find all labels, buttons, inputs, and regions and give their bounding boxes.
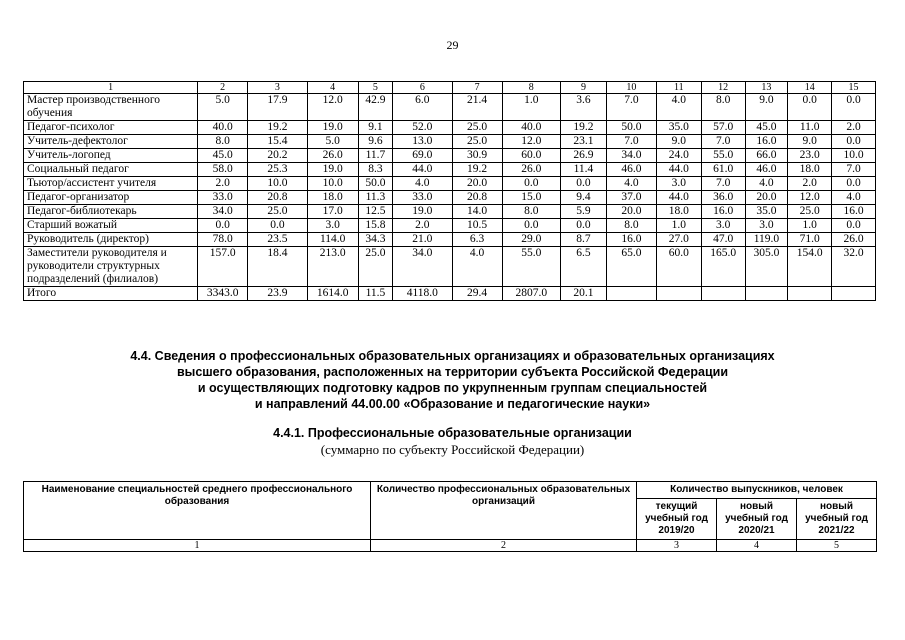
table-cell: 8.3 xyxy=(358,163,392,177)
table-cell: 9.0 xyxy=(656,135,701,149)
subsection-title: 4.4.1. Профессиональные образовательные организации xyxy=(273,426,632,440)
table-cell: 3343.0 xyxy=(198,287,248,301)
year-header-2: новый учебный год 2020/21 xyxy=(717,499,797,540)
table-cell: 50.0 xyxy=(606,121,656,135)
table-cell: 52.0 xyxy=(393,121,452,135)
table-cell: 20.1 xyxy=(561,287,607,301)
table-cell: 19.2 xyxy=(561,121,607,135)
table-cell: 0.0 xyxy=(248,219,307,233)
table-cell: 61.0 xyxy=(701,163,745,177)
table-row xyxy=(24,205,876,219)
table-cell: 37.0 xyxy=(606,191,656,205)
table-cell: 12.0 xyxy=(502,135,560,149)
table-row xyxy=(24,247,876,287)
table-cell: 0.0 xyxy=(502,219,560,233)
table-cell: 29.4 xyxy=(452,287,502,301)
table-cell: 4.0 xyxy=(452,247,502,287)
row-label: Заместители руководителя и руководители структурных подразделений (филиалов) xyxy=(24,247,198,287)
table-cell: 40.0 xyxy=(502,121,560,135)
table-cell: 18.4 xyxy=(248,247,307,287)
table-row xyxy=(24,233,876,247)
table-cell: 25.0 xyxy=(452,135,502,149)
table-cell: 2.0 xyxy=(198,177,248,191)
table-cell: 69.0 xyxy=(393,149,452,163)
table-cell: 15.8 xyxy=(358,219,392,233)
table-cell: 35.0 xyxy=(745,205,788,219)
col-graduates-header: Количество выпускников, человек xyxy=(637,482,877,499)
table-cell: 0.0 xyxy=(502,177,560,191)
table-cell: 18.0 xyxy=(788,163,832,177)
column-number: 2 xyxy=(198,82,248,94)
table-cell: 29.0 xyxy=(502,233,560,247)
table-cell: 26.0 xyxy=(502,163,560,177)
table-cell: 2.0 xyxy=(832,121,876,135)
table-row xyxy=(24,94,876,121)
table-cell: 71.0 xyxy=(788,233,832,247)
column-number: 14 xyxy=(788,82,832,94)
section-heading-line-4: и направлений 44.00.00 «Образование и педагогические науки» xyxy=(254,397,651,411)
table-cell: 25.0 xyxy=(358,247,392,287)
education-orgs-table xyxy=(23,481,877,552)
table-row xyxy=(24,177,876,191)
table-cell: 19.0 xyxy=(393,205,452,219)
table-cell: 165.0 xyxy=(701,247,745,287)
table-cell: 6.3 xyxy=(452,233,502,247)
table-cell: 9.1 xyxy=(358,121,392,135)
table-cell: 0.0 xyxy=(561,177,607,191)
table-cell: 11.0 xyxy=(788,121,832,135)
table-cell: 18.0 xyxy=(307,191,358,205)
table-cell: 35.0 xyxy=(656,121,701,135)
table-cell: 45.0 xyxy=(745,121,788,135)
table-cell: 46.0 xyxy=(745,163,788,177)
row-label: Учитель-дефектолог xyxy=(24,135,198,149)
table-cell: 11.3 xyxy=(358,191,392,205)
table-cell: 19.0 xyxy=(307,163,358,177)
table-cell: 3.0 xyxy=(307,219,358,233)
table-cell: 20.0 xyxy=(745,191,788,205)
table-cell: 15.0 xyxy=(502,191,560,205)
table-cell: 45.0 xyxy=(198,149,248,163)
table-cell: 119.0 xyxy=(745,233,788,247)
column-number: 10 xyxy=(606,82,656,94)
table-cell: 8.0 xyxy=(701,94,745,121)
table-cell: 55.0 xyxy=(502,247,560,287)
table-cell xyxy=(745,287,788,301)
page-number: 29 xyxy=(446,38,459,52)
table-cell: 34.3 xyxy=(358,233,392,247)
table-cell: 15.4 xyxy=(248,135,307,149)
table-cell: 23.9 xyxy=(248,287,307,301)
table-cell xyxy=(788,287,832,301)
staff-table xyxy=(23,81,876,301)
table-cell: 0.0 xyxy=(788,94,832,121)
table-cell: 5.9 xyxy=(561,205,607,219)
table-cell: 10.0 xyxy=(832,149,876,163)
table-cell: 7.0 xyxy=(701,135,745,149)
table-row xyxy=(24,121,876,135)
table-cell: 3.0 xyxy=(701,219,745,233)
section-heading-line-1: 4.4. Сведения о профессиональных образовательных организациях и образовательных организациях xyxy=(130,349,775,363)
table-cell: 50.0 xyxy=(358,177,392,191)
table-cell: 1.0 xyxy=(788,219,832,233)
table-cell: 58.0 xyxy=(198,163,248,177)
table-cell: 1.0 xyxy=(502,94,560,121)
table-cell: 0.0 xyxy=(198,219,248,233)
table-cell: 213.0 xyxy=(307,247,358,287)
table-cell: 2.0 xyxy=(788,177,832,191)
table-row xyxy=(24,163,876,177)
table-cell: 0.0 xyxy=(832,135,876,149)
table-cell: 30.9 xyxy=(452,149,502,163)
table-cell: 42.9 xyxy=(358,94,392,121)
table-cell: 12.5 xyxy=(358,205,392,219)
table-cell: 8.0 xyxy=(606,219,656,233)
column-number: 15 xyxy=(832,82,876,94)
col-number: 4 xyxy=(717,540,797,552)
table-cell: 3.0 xyxy=(745,219,788,233)
table-cell xyxy=(832,287,876,301)
column-number: 1 xyxy=(24,82,198,94)
table-cell xyxy=(656,287,701,301)
table-cell: 4.0 xyxy=(606,177,656,191)
table-cell: 33.0 xyxy=(393,191,452,205)
row-label: Педагог-организатор xyxy=(24,191,198,205)
col-orgs-count-header: Количество профессиональных образовательных организаций xyxy=(371,482,637,540)
table-cell: 0.0 xyxy=(561,219,607,233)
table-cell: 6.0 xyxy=(393,94,452,121)
table-cell xyxy=(606,287,656,301)
table-cell: 17.0 xyxy=(307,205,358,219)
column-number: 7 xyxy=(452,82,502,94)
table-cell: 7.0 xyxy=(832,163,876,177)
table-cell: 11.7 xyxy=(358,149,392,163)
table-cell: 16.0 xyxy=(745,135,788,149)
table-cell: 20.8 xyxy=(452,191,502,205)
table-cell: 65.0 xyxy=(606,247,656,287)
table-cell: 26.0 xyxy=(832,233,876,247)
table-cell: 3.6 xyxy=(561,94,607,121)
table-cell: 11.5 xyxy=(358,287,392,301)
table-cell: 10.0 xyxy=(248,177,307,191)
table-cell: 25.0 xyxy=(248,205,307,219)
table-cell: 9.4 xyxy=(561,191,607,205)
column-number: 3 xyxy=(248,82,307,94)
table-cell: 16.0 xyxy=(606,233,656,247)
column-number: 13 xyxy=(745,82,788,94)
table-row xyxy=(24,135,876,149)
row-label: Социальный педагог xyxy=(24,163,198,177)
table-cell: 18.0 xyxy=(656,205,701,219)
table-cell: 4118.0 xyxy=(393,287,452,301)
table-cell: 57.0 xyxy=(701,121,745,135)
year-header-3: новый учебный год 2021/22 xyxy=(797,499,877,540)
table-cell: 34.0 xyxy=(606,149,656,163)
table-cell: 2.0 xyxy=(393,219,452,233)
table-cell: 44.0 xyxy=(656,191,701,205)
table-row xyxy=(24,287,876,301)
table-cell: 7.0 xyxy=(606,135,656,149)
table-row xyxy=(24,219,876,233)
table-cell: 5.0 xyxy=(198,94,248,121)
table-cell: 33.0 xyxy=(198,191,248,205)
row-label: Педагог-библиотекарь xyxy=(24,205,198,219)
table-cell: 34.0 xyxy=(198,205,248,219)
table-cell: 19.2 xyxy=(248,121,307,135)
table-cell: 60.0 xyxy=(502,149,560,163)
table-cell: 20.0 xyxy=(452,177,502,191)
col-specialty-header: Наименование специальностей среднего профессионального образования xyxy=(24,482,371,540)
table-cell: 7.0 xyxy=(701,177,745,191)
table-cell: 55.0 xyxy=(701,149,745,163)
column-number: 6 xyxy=(393,82,452,94)
table-cell: 4.0 xyxy=(393,177,452,191)
table-cell: 8.0 xyxy=(502,205,560,219)
section-heading-line-3: и осуществляющих подготовку кадров по укрупненным группам специальностей xyxy=(197,381,708,395)
table-cell: 25.3 xyxy=(248,163,307,177)
table-cell: 11.4 xyxy=(561,163,607,177)
table-cell: 8.7 xyxy=(561,233,607,247)
row-label: Тьютор/ассистент учителя xyxy=(24,177,198,191)
table-cell: 32.0 xyxy=(832,247,876,287)
table-cell: 3.0 xyxy=(656,177,701,191)
table-cell: 0.0 xyxy=(832,94,876,121)
table-cell: 19.2 xyxy=(452,163,502,177)
table-cell: 20.2 xyxy=(248,149,307,163)
table-cell: 8.0 xyxy=(198,135,248,149)
table-cell: 46.0 xyxy=(606,163,656,177)
table-cell: 1.0 xyxy=(656,219,701,233)
table-cell: 26.0 xyxy=(307,149,358,163)
table-cell: 34.0 xyxy=(393,247,452,287)
table-cell: 9.6 xyxy=(358,135,392,149)
table-cell: 0.0 xyxy=(832,177,876,191)
table-cell: 7.0 xyxy=(606,94,656,121)
column-number: 5 xyxy=(358,82,392,94)
table-cell: 6.5 xyxy=(561,247,607,287)
table-header-row xyxy=(24,82,876,94)
section-heading-line-2: высшего образования, расположенных на территории субъекта Российской Федерации xyxy=(176,365,729,379)
table-cell: 17.9 xyxy=(248,94,307,121)
table-cell: 16.0 xyxy=(701,205,745,219)
table-cell: 23.1 xyxy=(561,135,607,149)
table-cell: 16.0 xyxy=(832,205,876,219)
table-cell: 24.0 xyxy=(656,149,701,163)
column-number: 4 xyxy=(307,82,358,94)
table-cell: 25.0 xyxy=(452,121,502,135)
table-cell: 36.0 xyxy=(701,191,745,205)
column-number: 9 xyxy=(561,82,607,94)
table-cell: 19.0 xyxy=(307,121,358,135)
table-cell: 44.0 xyxy=(393,163,452,177)
table-cell: 25.0 xyxy=(788,205,832,219)
table-cell: 12.0 xyxy=(788,191,832,205)
table-cell: 4.0 xyxy=(745,177,788,191)
table-cell: 66.0 xyxy=(745,149,788,163)
table-row xyxy=(24,149,876,163)
subsection-subtitle: (суммарно по субъекту Российской Федерации) xyxy=(320,442,585,457)
table-cell: 23.0 xyxy=(788,149,832,163)
table-cell: 154.0 xyxy=(788,247,832,287)
table-cell: 40.0 xyxy=(198,121,248,135)
row-label: Руководитель (директор) xyxy=(24,233,198,247)
table-cell: 2807.0 xyxy=(502,287,560,301)
column-number: 12 xyxy=(701,82,745,94)
table-cell: 21.4 xyxy=(452,94,502,121)
table-cell: 21.0 xyxy=(393,233,452,247)
table-cell: 305.0 xyxy=(745,247,788,287)
table-cell: 157.0 xyxy=(198,247,248,287)
table-cell: 114.0 xyxy=(307,233,358,247)
table-cell: 14.0 xyxy=(452,205,502,219)
table-cell: 27.0 xyxy=(656,233,701,247)
table-cell: 26.9 xyxy=(561,149,607,163)
table-cell: 12.0 xyxy=(307,94,358,121)
table-cell xyxy=(701,287,745,301)
table-cell: 1614.0 xyxy=(307,287,358,301)
table-cell: 9.0 xyxy=(788,135,832,149)
table-cell: 4.0 xyxy=(656,94,701,121)
table-cell: 10.0 xyxy=(307,177,358,191)
table-cell: 44.0 xyxy=(656,163,701,177)
table-cell: 10.5 xyxy=(452,219,502,233)
col-number: 2 xyxy=(371,540,637,552)
col-number: 1 xyxy=(24,540,371,552)
table-cell: 0.0 xyxy=(832,219,876,233)
row-label: Учитель-логопед xyxy=(24,149,198,163)
table-cell: 47.0 xyxy=(701,233,745,247)
col-number: 5 xyxy=(797,540,877,552)
column-number: 11 xyxy=(656,82,701,94)
table-cell: 78.0 xyxy=(198,233,248,247)
table-cell: 20.8 xyxy=(248,191,307,205)
table-cell: 13.0 xyxy=(393,135,452,149)
row-label: Итого xyxy=(24,287,198,301)
table-row xyxy=(24,191,876,205)
table-cell: 9.0 xyxy=(745,94,788,121)
row-label: Мастер производственного обучения xyxy=(24,94,198,121)
table-cell: 5.0 xyxy=(307,135,358,149)
table-cell: 23.5 xyxy=(248,233,307,247)
row-label: Старший вожатый xyxy=(24,219,198,233)
year-header-1: текущий учебный год 2019/20 xyxy=(637,499,717,540)
table-cell: 4.0 xyxy=(832,191,876,205)
col-number: 3 xyxy=(637,540,717,552)
table-cell: 60.0 xyxy=(656,247,701,287)
column-number: 8 xyxy=(502,82,560,94)
row-label: Педагог-психолог xyxy=(24,121,198,135)
table-cell: 20.0 xyxy=(606,205,656,219)
